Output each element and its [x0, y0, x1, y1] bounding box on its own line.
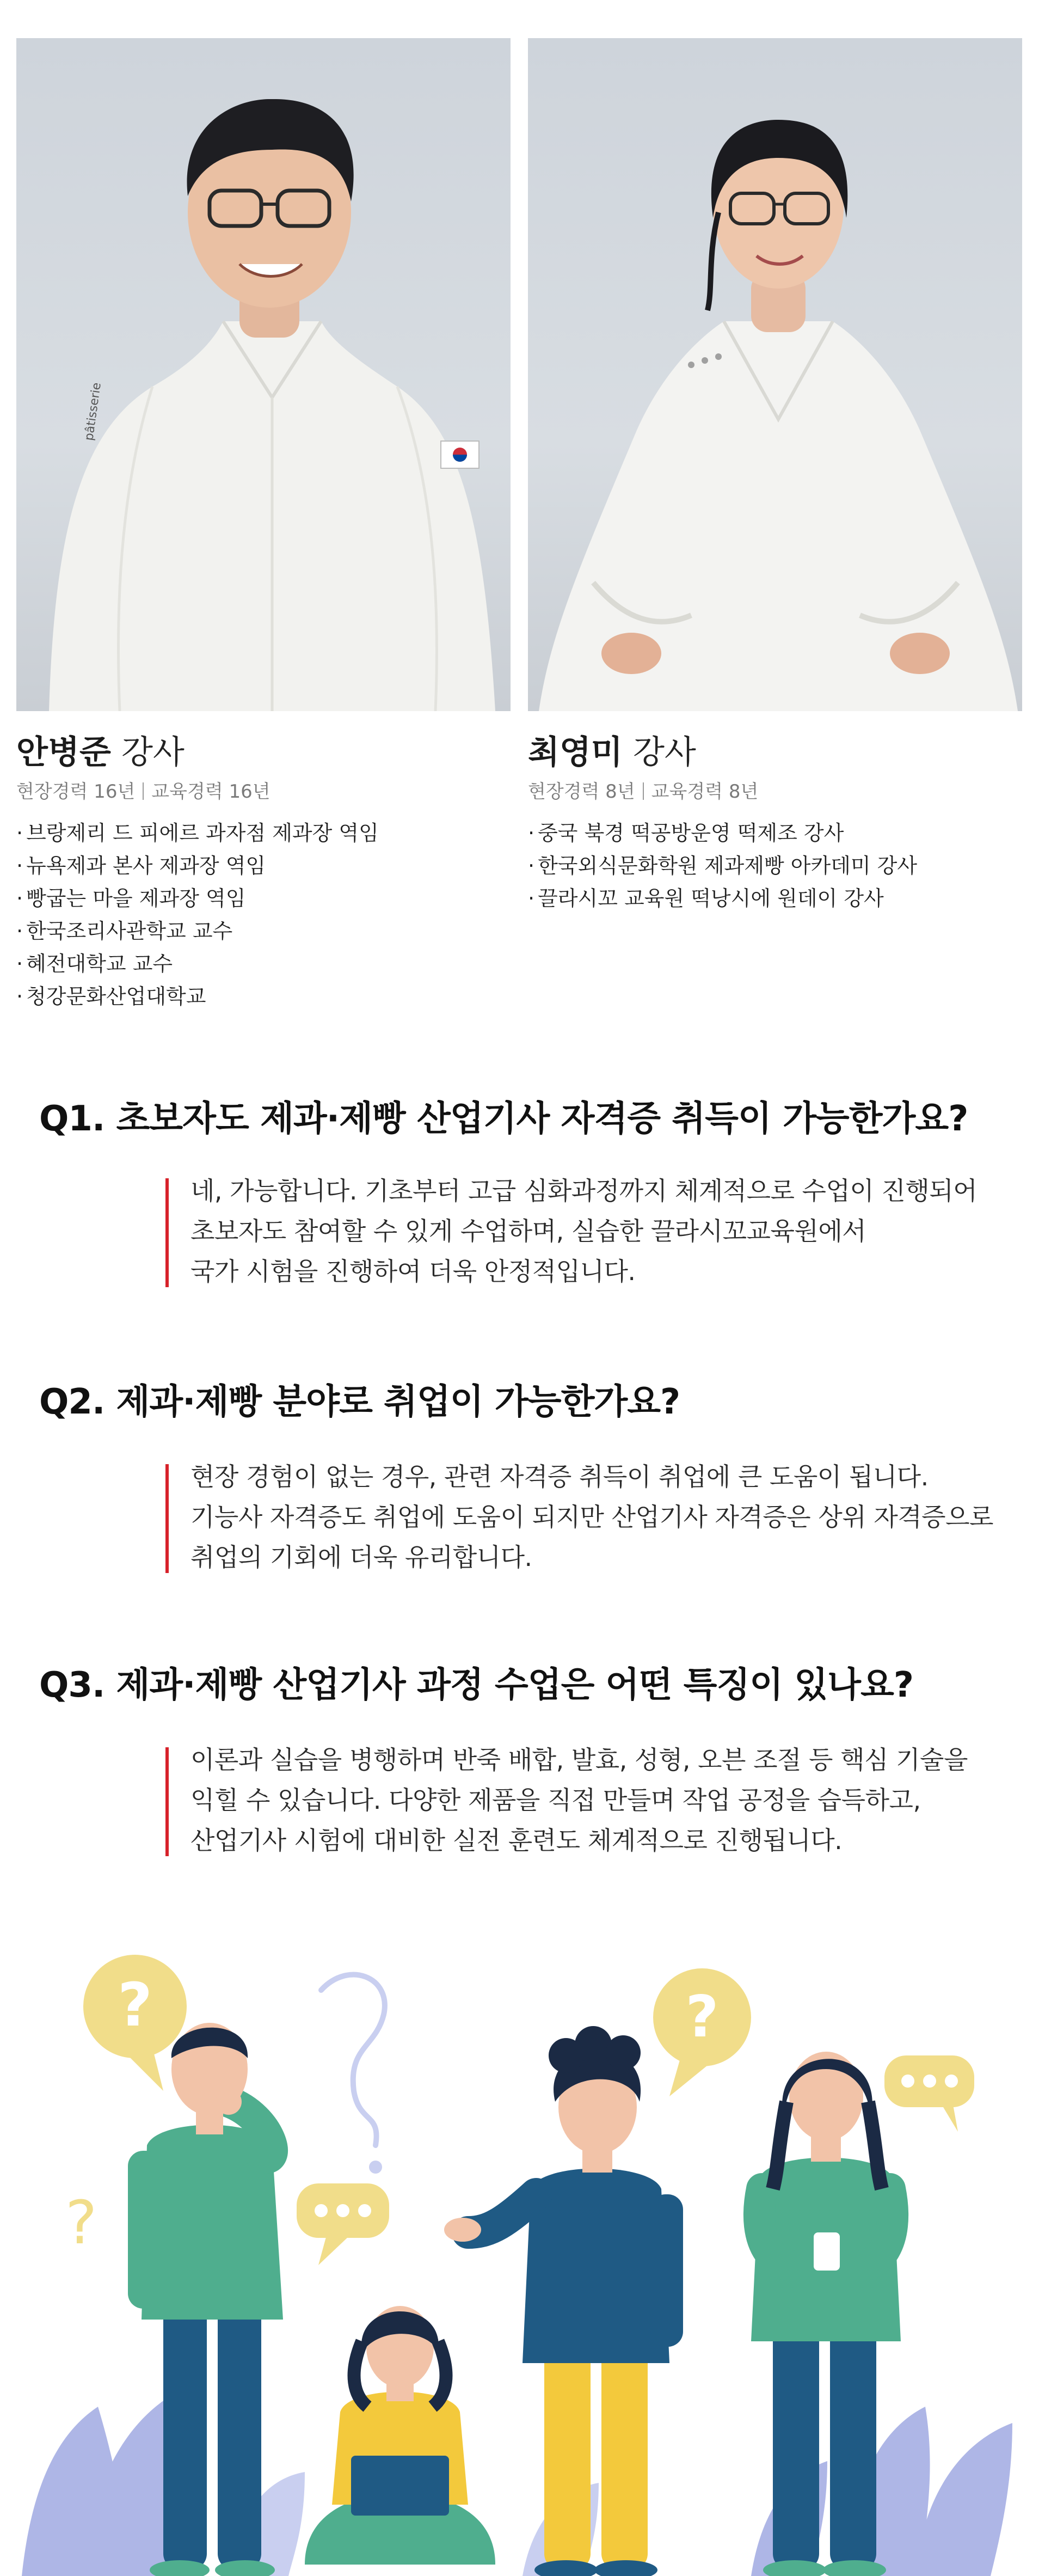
history-item: · 뉴욕제과 본사 제과장 역임: [16, 849, 379, 882]
instructor-career-1: [16, 780, 271, 804]
faq-answer-3: [165, 1740, 1040, 1861]
answer-line: 초보자도 참여할 수 있게 수업하며, 실습한 끌라시꼬교육원에서: [190, 1216, 866, 1246]
answer-line: 국가 시험을 진행하여 더욱 안정적입니다.: [190, 1257, 636, 1286]
history-item: · 중국 북경 떡공방운영 떡제조 강사: [528, 817, 917, 849]
field-career: 현장경력 16년: [16, 781, 136, 803]
history-item: · 혜전대학교 교수: [16, 947, 379, 980]
answer-line: 산업기사 시험에 대비한 실전 훈련도 체계적으로 진행됩니다.: [190, 1826, 843, 1855]
history-item: · 빵굽는 마을 제과장 역임: [16, 882, 379, 915]
career-divider: [643, 782, 644, 800]
question-mark-icon: ?: [65, 2188, 97, 2257]
ellipsis-bubble-icon: [297, 2183, 389, 2265]
faq-illustration: [0, 1938, 1045, 2576]
question-bubble-icon: [653, 1968, 751, 2096]
faq-question-2: Q2. 제과·제빵 분야로 취업이 가능한가요?: [39, 1382, 680, 1422]
answer-line: 기능사 자격증도 취업에 도움이 되지만 산업기사 자격증은 상위 자격증으로: [190, 1502, 993, 1532]
answer-line: 취업의 기회에 더욱 유리합니다.: [190, 1543, 532, 1572]
instructor-name: 최영미: [528, 733, 623, 772]
instructor-role: 강사: [632, 733, 696, 772]
question-bubble-icon: [83, 1955, 187, 2091]
instructor-history-2: [528, 817, 917, 915]
instructor-photo-1: [16, 38, 511, 711]
svg-text:?: ?: [118, 1970, 152, 2040]
instructor-photo-2: [528, 38, 1022, 711]
answer-line: 네, 가능합니다. 기초부터 고급 심화과정까지 체계적으로 수업이 진행되어: [190, 1176, 978, 1206]
teaching-career: 교육경력 8년: [651, 781, 759, 803]
faq-question-3: Q3. 제과·제빵 산업기사 과정 수업은 어떤 특징이 있나요?: [39, 1665, 913, 1705]
field-career: 현장경력 8년: [528, 781, 635, 803]
instructor-history-1: [16, 817, 379, 1013]
faq-answer-1: [165, 1171, 1040, 1292]
teaching-career: 교육경력 16년: [151, 781, 271, 803]
svg-text:pâtisserie: pâtisserie: [82, 382, 104, 442]
history-item: · 한국외식문화학원 제과제빵 아카데미 강사: [528, 849, 917, 882]
answer-line: 현장 경험이 없는 경우, 관련 자격증 취득이 취업에 큰 도움이 됩니다.: [190, 1462, 929, 1491]
faq-answer-2: [165, 1457, 1040, 1577]
history-item: · 한국조리사관학교 교수: [16, 915, 379, 947]
history-item: · 브랑제리 드 피에르 과자점 제과장 역임: [16, 817, 379, 849]
faq-question-1: Q1. 초보자도 제과·제빵 산업기사 자격증 취득이 가능한가요?: [39, 1099, 968, 1139]
answer-line: 이론과 실습을 병행하며 반죽 배합, 발효, 성형, 오븐 조절 등 핵심 기술을: [190, 1745, 968, 1775]
answer-line: 익힐 수 있습니다. 다양한 제품을 직접 만들며 작업 공정을 습득하고,: [190, 1785, 921, 1815]
instructor-name-1: [16, 731, 185, 774]
instructor-role: 강사: [121, 733, 185, 772]
ellipsis-bubble-icon: [884, 2055, 974, 2132]
history-item: · 끌라시꼬 교육원 떡낭시에 원데이 강사: [528, 882, 917, 915]
instructor-career-2: [528, 780, 758, 804]
accent-bar: [165, 1747, 169, 1856]
history-item: · 청강문화산업대학교: [16, 980, 379, 1013]
accent-bar: [165, 1464, 169, 1573]
career-divider: [143, 782, 144, 800]
instructor-name-2: [528, 731, 696, 774]
instructor-name: 안병준: [16, 733, 111, 772]
svg-text:?: ?: [685, 1984, 719, 2050]
accent-bar: [165, 1178, 169, 1287]
